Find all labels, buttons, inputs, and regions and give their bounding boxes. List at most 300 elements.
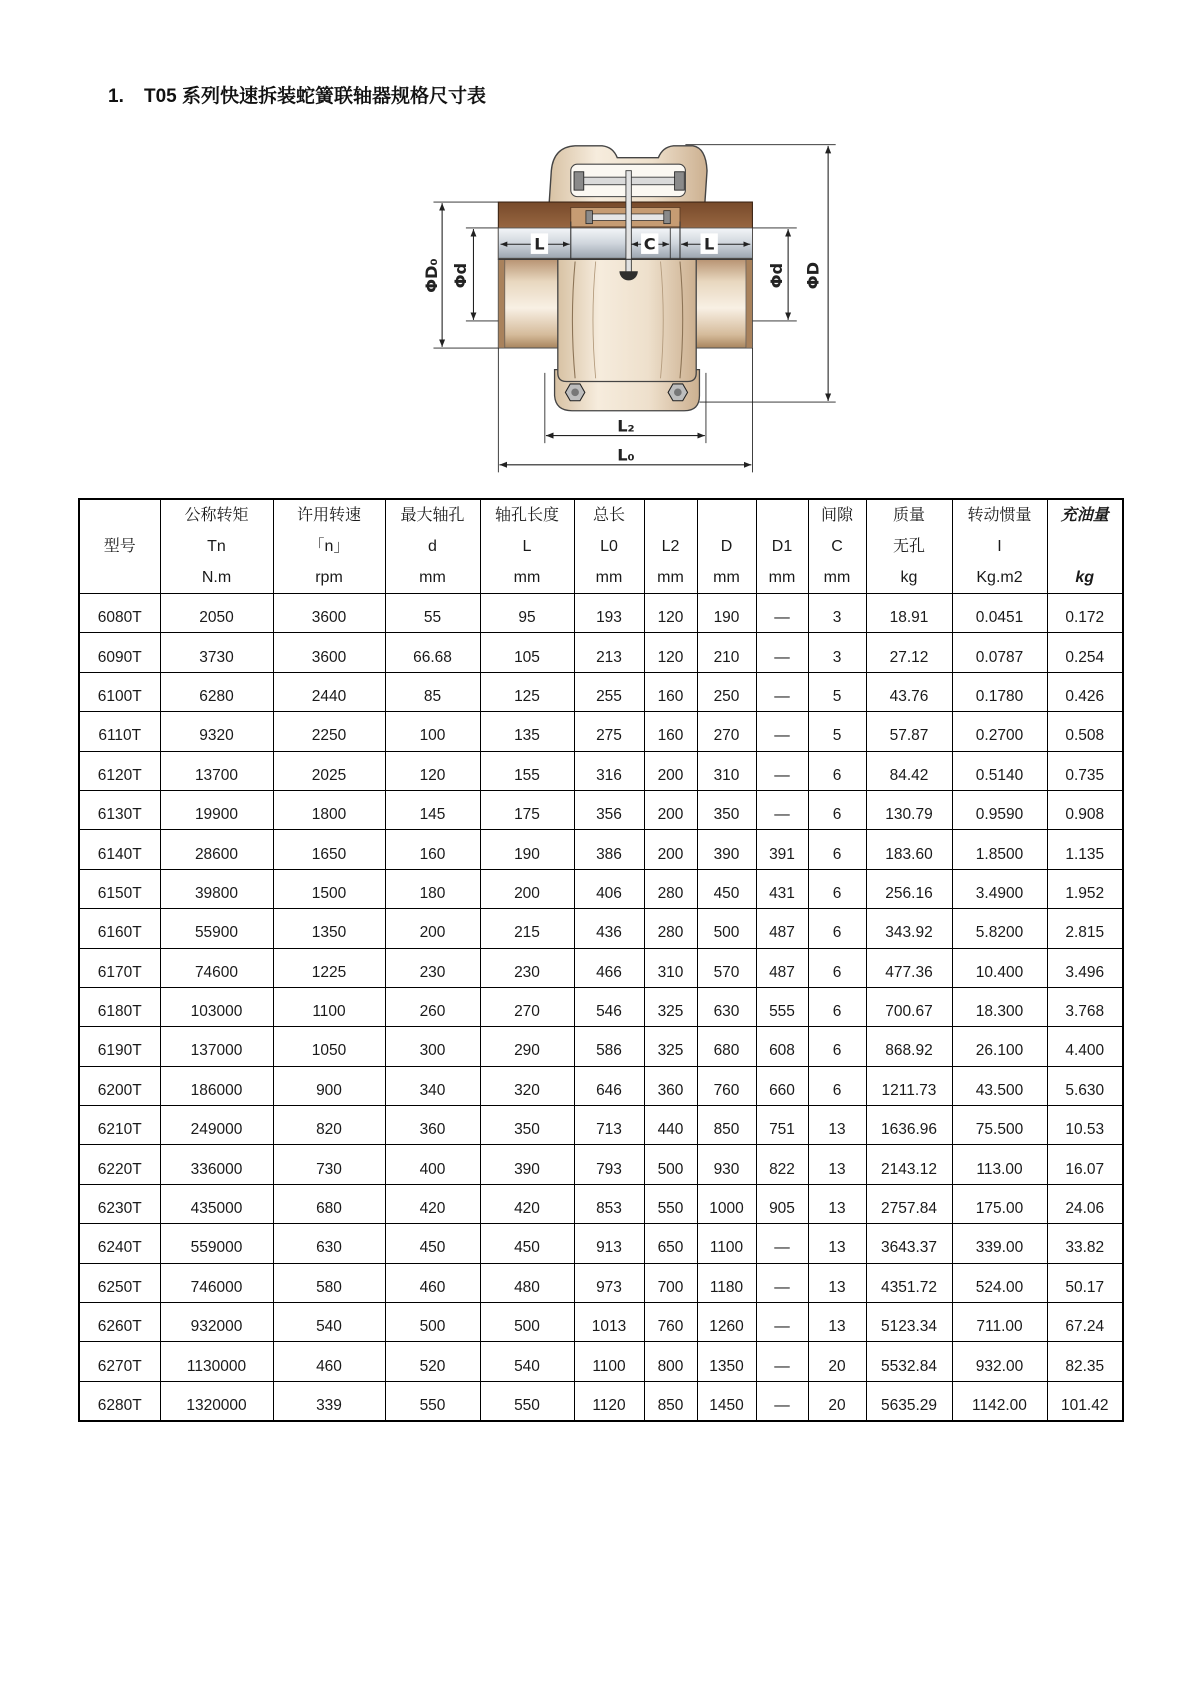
- cell-d1: 660: [756, 1066, 808, 1105]
- cell-l2: 120: [644, 594, 697, 633]
- header-line: [80, 562, 160, 593]
- cell-outer-diameter: 190: [697, 594, 756, 633]
- center-pin: [626, 171, 631, 273]
- cell-max-bore: 100: [385, 712, 480, 751]
- header-line: 间隙: [820, 507, 853, 524]
- cell-max-bore: 85: [385, 672, 480, 711]
- header-line: mm: [768, 569, 796, 586]
- cell-max-bore: 500: [385, 1303, 480, 1342]
- cell-bore-length: 480: [480, 1263, 574, 1302]
- header-line: Kg.m2: [976, 569, 1023, 586]
- cell-total-length: 646: [574, 1066, 644, 1105]
- header-line: [80, 500, 160, 531]
- cell-oil-volume: 50.17: [1047, 1263, 1123, 1302]
- header-line: L0: [600, 538, 618, 555]
- cell-allowed-speed: 1225: [273, 948, 385, 987]
- cell-d1: —: [756, 790, 808, 829]
- header-line: [698, 500, 756, 531]
- cell-model: 6220T: [79, 1145, 160, 1184]
- cell-gap: 3: [808, 594, 866, 633]
- cell-max-bore: 230: [385, 948, 480, 987]
- header-line: mm: [419, 569, 446, 586]
- cell-nominal-torque: 1130000: [160, 1342, 273, 1381]
- cell-model: 6140T: [79, 830, 160, 869]
- cell-mass: 868.92: [866, 1027, 952, 1066]
- cell-mass: 477.36: [866, 948, 952, 987]
- cell-total-length: 386: [574, 830, 644, 869]
- cell-model: 6190T: [79, 1027, 160, 1066]
- cell-l2: 700: [644, 1263, 697, 1302]
- header-l2: [644, 499, 697, 594]
- cell-l2: 200: [644, 790, 697, 829]
- cell-bore-length: 500: [480, 1303, 574, 1342]
- cell-moment-of-inertia: 1.8500: [952, 830, 1047, 869]
- cell-outer-diameter: 1350: [697, 1342, 756, 1381]
- cell-nominal-torque: 55900: [160, 909, 273, 948]
- label-bore-right: Φd: [766, 262, 786, 289]
- cell-d1: 555: [756, 987, 808, 1026]
- cell-gap: 13: [808, 1263, 866, 1302]
- cell-moment-of-inertia: 18.300: [952, 987, 1047, 1026]
- cell-oil-volume: 0.172: [1047, 594, 1123, 633]
- cell-l2: 200: [644, 830, 697, 869]
- coupling-diagram: [417, 135, 850, 481]
- table-row: [79, 1381, 1123, 1420]
- cell-d1: 608: [756, 1027, 808, 1066]
- section-nut-left: [586, 211, 592, 224]
- cell-allowed-speed: 1800: [273, 790, 385, 829]
- cell-gap: 3: [808, 633, 866, 672]
- cell-gap: 6: [808, 790, 866, 829]
- cell-total-length: 213: [574, 633, 644, 672]
- cell-max-bore: 400: [385, 1145, 480, 1184]
- label-cover-length: L₂: [617, 416, 635, 436]
- label-bore-left: Φd: [451, 262, 471, 289]
- cell-mass: 18.91: [866, 594, 952, 633]
- header-line: N.m: [201, 569, 232, 586]
- cell-outer-diameter: 1180: [697, 1263, 756, 1302]
- cell-model: 6080T: [79, 594, 160, 633]
- cell-outer-diameter: 930: [697, 1145, 756, 1184]
- cell-oil-volume: 0.508: [1047, 712, 1123, 751]
- header-line: mm: [823, 569, 851, 586]
- cell-allowed-speed: 2025: [273, 751, 385, 790]
- cell-bore-length: 350: [480, 1106, 574, 1145]
- cell-allowed-speed: 339: [273, 1381, 385, 1420]
- cell-oil-volume: 82.35: [1047, 1342, 1123, 1381]
- cell-model: 6090T: [79, 633, 160, 672]
- cell-mass: 1636.96: [866, 1106, 952, 1145]
- cell-l2: 160: [644, 712, 697, 751]
- cell-model: 6230T: [79, 1184, 160, 1223]
- header-line: 最大轴孔: [400, 507, 465, 524]
- cell-moment-of-inertia: 10.400: [952, 948, 1047, 987]
- header-outer-diameter: [697, 499, 756, 594]
- cell-allowed-speed: 1050: [273, 1027, 385, 1066]
- cell-total-length: 1100: [574, 1342, 644, 1381]
- cell-bore-length: 155: [480, 751, 574, 790]
- cell-allowed-speed: 1500: [273, 869, 385, 908]
- cell-mass: 5532.84: [866, 1342, 952, 1381]
- cell-outer-diameter: 450: [697, 869, 756, 908]
- cell-moment-of-inertia: 26.100: [952, 1027, 1047, 1066]
- cell-max-bore: 260: [385, 987, 480, 1026]
- cell-oil-volume: 3.496: [1047, 948, 1123, 987]
- cell-total-length: 193: [574, 594, 644, 633]
- header-line: mm: [713, 569, 740, 586]
- cell-gap: 5: [808, 672, 866, 711]
- cell-mass: 2757.84: [866, 1184, 952, 1223]
- cell-nominal-torque: 186000: [160, 1066, 273, 1105]
- cell-bore-length: 320: [480, 1066, 574, 1105]
- cell-bore-length: 200: [480, 869, 574, 908]
- cell-gap: 6: [808, 909, 866, 948]
- header-line: [1048, 531, 1123, 562]
- title-text: T05 系列快速拆装蛇簧联轴器规格尺寸表: [144, 86, 487, 107]
- cell-allowed-speed: 1350: [273, 909, 385, 948]
- header-line: rpm: [315, 569, 343, 586]
- cell-nominal-torque: 249000: [160, 1106, 273, 1145]
- spec-table: [78, 498, 1124, 1422]
- cell-oil-volume: 0.908: [1047, 790, 1123, 829]
- cell-d1: 391: [756, 830, 808, 869]
- cell-outer-diameter: 630: [697, 987, 756, 1026]
- cell-moment-of-inertia: 175.00: [952, 1184, 1047, 1223]
- cell-allowed-speed: 580: [273, 1263, 385, 1302]
- cell-total-length: 255: [574, 672, 644, 711]
- cell-nominal-torque: 39800: [160, 869, 273, 908]
- cell-total-length: 713: [574, 1106, 644, 1145]
- cell-nominal-torque: 2050: [160, 594, 273, 633]
- cell-nominal-torque: 9320: [160, 712, 273, 751]
- cell-nominal-torque: 932000: [160, 1303, 273, 1342]
- cell-max-bore: 550: [385, 1381, 480, 1420]
- cell-outer-diameter: 760: [697, 1066, 756, 1105]
- table-row: [79, 909, 1123, 948]
- cell-moment-of-inertia: 43.500: [952, 1066, 1047, 1105]
- cell-l2: 500: [644, 1145, 697, 1184]
- header-line: [645, 500, 697, 531]
- cell-l2: 325: [644, 987, 697, 1026]
- cell-nominal-torque: 435000: [160, 1184, 273, 1223]
- cell-gap: 6: [808, 751, 866, 790]
- cover-nut-left: [574, 172, 584, 190]
- header-line: 轴孔长度: [494, 507, 559, 524]
- header-line: I: [997, 538, 1002, 555]
- header-line: 质量: [892, 507, 925, 524]
- cell-bore-length: 420: [480, 1184, 574, 1223]
- cell-l2: 440: [644, 1106, 697, 1145]
- cell-d1: 487: [756, 909, 808, 948]
- table-row: [79, 987, 1123, 1026]
- table-row: [79, 1263, 1123, 1302]
- cell-moment-of-inertia: 113.00: [952, 1145, 1047, 1184]
- cell-total-length: 316: [574, 751, 644, 790]
- header-model: [79, 499, 160, 594]
- header-line: Tn: [207, 538, 226, 555]
- cell-mass: 5635.29: [866, 1381, 952, 1420]
- cell-model: 6240T: [79, 1224, 160, 1263]
- cell-total-length: 1120: [574, 1381, 644, 1420]
- cell-bore-length: 215: [480, 909, 574, 948]
- cell-model: 6100T: [79, 672, 160, 711]
- hex-bolt-right-center: [674, 389, 682, 397]
- table-row: [79, 1224, 1123, 1263]
- cell-l2: 160: [644, 672, 697, 711]
- cell-bore-length: 175: [480, 790, 574, 829]
- cell-max-bore: 66.68: [385, 633, 480, 672]
- cell-gap: 13: [808, 1303, 866, 1342]
- cell-l2: 310: [644, 948, 697, 987]
- cell-allowed-speed: 460: [273, 1342, 385, 1381]
- header-mass: [866, 499, 952, 594]
- cell-gap: 13: [808, 1145, 866, 1184]
- cell-bore-length: 390: [480, 1145, 574, 1184]
- header-line: 「n」: [308, 538, 350, 555]
- cell-gap: 6: [808, 1027, 866, 1066]
- cell-model: 6130T: [79, 790, 160, 829]
- table-row: [79, 948, 1123, 987]
- cell-l2: 325: [644, 1027, 697, 1066]
- cell-oil-volume: 4.400: [1047, 1027, 1123, 1066]
- cell-outer-diameter: 1260: [697, 1303, 756, 1342]
- cell-gap: 6: [808, 948, 866, 987]
- cell-gap: 6: [808, 987, 866, 1026]
- cell-total-length: 466: [574, 948, 644, 987]
- cell-max-bore: 160: [385, 830, 480, 869]
- cell-max-bore: 180: [385, 869, 480, 908]
- header-line: D1: [771, 538, 793, 555]
- cell-oil-volume: 1.952: [1047, 869, 1123, 908]
- cell-allowed-speed: 1650: [273, 830, 385, 869]
- cell-total-length: 586: [574, 1027, 644, 1066]
- cell-l2: 200: [644, 751, 697, 790]
- cell-d1: —: [756, 712, 808, 751]
- cell-outer-diameter: 310: [697, 751, 756, 790]
- cell-nominal-torque: 74600: [160, 948, 273, 987]
- header-line: mm: [595, 569, 623, 586]
- cell-outer-diameter: 1100: [697, 1224, 756, 1263]
- cell-bore-length: 540: [480, 1342, 574, 1381]
- cell-nominal-torque: 746000: [160, 1263, 273, 1302]
- cell-oil-volume: 5.630: [1047, 1066, 1123, 1105]
- cell-gap: 20: [808, 1342, 866, 1381]
- cell-outer-diameter: 570: [697, 948, 756, 987]
- cell-outer-diameter: 680: [697, 1027, 756, 1066]
- cell-mass: 5123.34: [866, 1303, 952, 1342]
- header-line: [757, 500, 808, 531]
- cell-moment-of-inertia: 0.0787: [952, 633, 1047, 672]
- header-line: D: [720, 538, 733, 555]
- cell-oil-volume: 24.06: [1047, 1184, 1123, 1223]
- cell-moment-of-inertia: 5.8200: [952, 909, 1047, 948]
- table-row: [79, 1184, 1123, 1223]
- table-row: [79, 1145, 1123, 1184]
- cover-nut-right: [675, 172, 685, 190]
- header-allowed-speed: [273, 499, 385, 594]
- header-line: mm: [657, 569, 684, 586]
- cell-model: 6150T: [79, 869, 160, 908]
- header-line: 无孔: [892, 538, 925, 555]
- cell-moment-of-inertia: 0.0451: [952, 594, 1047, 633]
- cell-total-length: 406: [574, 869, 644, 908]
- header-d1: [756, 499, 808, 594]
- cell-total-length: 356: [574, 790, 644, 829]
- header-line: 型号: [103, 538, 136, 555]
- cell-outer-diameter: 390: [697, 830, 756, 869]
- cell-mass: 183.60: [866, 830, 952, 869]
- cell-mass: 130.79: [866, 790, 952, 829]
- cell-allowed-speed: 730: [273, 1145, 385, 1184]
- cell-d1: 487: [756, 948, 808, 987]
- cell-total-length: 973: [574, 1263, 644, 1302]
- cell-max-bore: 520: [385, 1342, 480, 1381]
- cell-max-bore: 340: [385, 1066, 480, 1105]
- cell-total-length: 275: [574, 712, 644, 751]
- cell-l2: 760: [644, 1303, 697, 1342]
- cell-outer-diameter: 850: [697, 1106, 756, 1145]
- cell-total-length: 1013: [574, 1303, 644, 1342]
- cell-nominal-torque: 13700: [160, 751, 273, 790]
- cell-bore-length: 290: [480, 1027, 574, 1066]
- cell-model: 6250T: [79, 1263, 160, 1302]
- page-title: [108, 86, 486, 108]
- cell-d1: —: [756, 1303, 808, 1342]
- header-line: 公称转矩: [184, 507, 249, 524]
- table-row: [79, 830, 1123, 869]
- table-row: [79, 633, 1123, 672]
- cell-max-bore: 120: [385, 751, 480, 790]
- cell-nominal-torque: 137000: [160, 1027, 273, 1066]
- table-row: [79, 751, 1123, 790]
- header-line: 许用转速: [296, 507, 361, 524]
- cell-mass: 43.76: [866, 672, 952, 711]
- header-line: 转动惯量: [967, 507, 1032, 524]
- cell-model: 6280T: [79, 1381, 160, 1420]
- cell-nominal-torque: 336000: [160, 1145, 273, 1184]
- cell-l2: 360: [644, 1066, 697, 1105]
- table-row: [79, 672, 1123, 711]
- cell-bore-length: 105: [480, 633, 574, 672]
- header-nominal-torque: [160, 499, 273, 594]
- cell-oil-volume: 101.42: [1047, 1381, 1123, 1420]
- cell-l2: 800: [644, 1342, 697, 1381]
- cell-nominal-torque: 103000: [160, 987, 273, 1026]
- cell-max-bore: 460: [385, 1263, 480, 1302]
- header-line: kg: [1075, 569, 1095, 586]
- cell-total-length: 546: [574, 987, 644, 1026]
- cell-gap: 6: [808, 830, 866, 869]
- label-length-right: L: [704, 234, 715, 254]
- cell-outer-diameter: 1000: [697, 1184, 756, 1223]
- cell-allowed-speed: 680: [273, 1184, 385, 1223]
- table-header: [79, 499, 1123, 594]
- cell-bore-length: 125: [480, 672, 574, 711]
- cell-mass: 2143.12: [866, 1145, 952, 1184]
- cell-oil-volume: 16.07: [1047, 1145, 1123, 1184]
- cell-max-bore: 360: [385, 1106, 480, 1145]
- cell-allowed-speed: 3600: [273, 594, 385, 633]
- cell-gap: 5: [808, 712, 866, 751]
- cell-total-length: 793: [574, 1145, 644, 1184]
- hub-right-edge: [746, 259, 752, 348]
- cell-mass: 3643.37: [866, 1224, 952, 1263]
- cell-outer-diameter: 500: [697, 909, 756, 948]
- cell-mass: 27.12: [866, 633, 952, 672]
- cell-allowed-speed: 820: [273, 1106, 385, 1145]
- cell-mass: 57.87: [866, 712, 952, 751]
- cell-l2: 550: [644, 1184, 697, 1223]
- header-line: 总长: [592, 507, 625, 524]
- hub-left-edge: [498, 259, 504, 348]
- cell-moment-of-inertia: 339.00: [952, 1224, 1047, 1263]
- cell-oil-volume: 0.735: [1047, 751, 1123, 790]
- label-outer-diameter: ΦD: [803, 261, 823, 290]
- cell-oil-volume: 0.254: [1047, 633, 1123, 672]
- cell-gap: 13: [808, 1184, 866, 1223]
- cell-allowed-speed: 1100: [273, 987, 385, 1026]
- cell-d1: 822: [756, 1145, 808, 1184]
- cell-max-bore: 420: [385, 1184, 480, 1223]
- cell-moment-of-inertia: 932.00: [952, 1342, 1047, 1381]
- header-line: 充油量: [1060, 507, 1109, 524]
- cell-oil-volume: 2.815: [1047, 909, 1123, 948]
- cell-outer-diameter: 270: [697, 712, 756, 751]
- cell-model: 6270T: [79, 1342, 160, 1381]
- table-row: [79, 869, 1123, 908]
- cell-d1: —: [756, 594, 808, 633]
- cell-nominal-torque: 1320000: [160, 1381, 273, 1420]
- cell-bore-length: 230: [480, 948, 574, 987]
- cell-moment-of-inertia: 75.500: [952, 1106, 1047, 1145]
- table-row: [79, 1027, 1123, 1066]
- cell-model: 6260T: [79, 1303, 160, 1342]
- cell-model: 6110T: [79, 712, 160, 751]
- cell-mass: 84.42: [866, 751, 952, 790]
- cell-bore-length: 95: [480, 594, 574, 633]
- table-row: [79, 1106, 1123, 1145]
- cell-total-length: 853: [574, 1184, 644, 1223]
- header-bore-length: [480, 499, 574, 594]
- cell-nominal-torque: 6280: [160, 672, 273, 711]
- title-number: 1.: [108, 86, 124, 107]
- label-gap: C: [643, 234, 656, 254]
- cell-gap: 6: [808, 1066, 866, 1105]
- cell-mass: 4351.72: [866, 1263, 952, 1302]
- cell-d1: —: [756, 751, 808, 790]
- table-row: [79, 1066, 1123, 1105]
- header-max-bore: [385, 499, 480, 594]
- label-total-length: L₀: [617, 445, 635, 465]
- header-line: mm: [513, 569, 541, 586]
- cell-l2: 850: [644, 1381, 697, 1420]
- cell-max-bore: 200: [385, 909, 480, 948]
- cell-d1: —: [756, 1224, 808, 1263]
- cell-oil-volume: 67.24: [1047, 1303, 1123, 1342]
- cell-max-bore: 450: [385, 1224, 480, 1263]
- cell-moment-of-inertia: 711.00: [952, 1303, 1047, 1342]
- table-row: [79, 790, 1123, 829]
- table-body: [79, 594, 1123, 1421]
- cell-gap: 20: [808, 1381, 866, 1420]
- cell-l2: 280: [644, 869, 697, 908]
- cell-bore-length: 270: [480, 987, 574, 1026]
- cell-gap: 6: [808, 869, 866, 908]
- cell-outer-diameter: 210: [697, 633, 756, 672]
- header-line: kg: [900, 569, 918, 586]
- table-row: [79, 594, 1123, 633]
- cell-allowed-speed: 900: [273, 1066, 385, 1105]
